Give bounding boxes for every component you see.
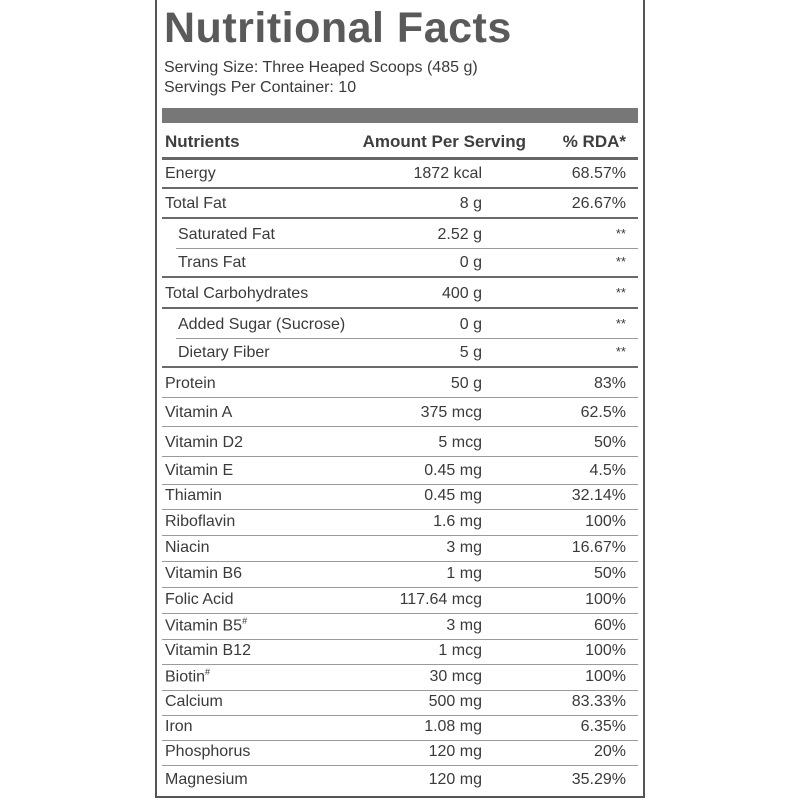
- header-amount: Amount Per Serving: [362, 132, 526, 151]
- nutrient-name: [165, 771, 248, 789]
- nutrient-amount: 1872 kcal: [413, 165, 482, 182]
- nutrient-rda: **: [615, 316, 626, 331]
- nutrient-name: [165, 743, 250, 761]
- table-row: [162, 189, 638, 219]
- nutrient-name-text: Magnesium: [165, 771, 248, 788]
- nutrient-name-text: Trans Fat: [178, 254, 246, 271]
- table-row: [162, 427, 638, 457]
- nutrient-name: [165, 513, 235, 531]
- nutrient-amount: 1.6 mg: [433, 513, 482, 530]
- nutrient-name-text: Vitamin B6: [165, 565, 243, 582]
- nutrient-amount: 5 mcg: [438, 434, 482, 451]
- nutrient-name-text: Vitamin A: [165, 404, 233, 421]
- table-row: [162, 640, 638, 665]
- nutrient-rda: 68.57%: [571, 165, 626, 182]
- nutrient-name-text: Total Fat: [165, 195, 227, 212]
- nutrient-rda: 32.14%: [571, 487, 626, 504]
- nutrient-rda: 83.33%: [571, 693, 626, 710]
- nutrient-rda: **: [615, 226, 626, 241]
- nutrient-table: [162, 160, 638, 793]
- table-row: [162, 309, 638, 338]
- nutrient-name: [165, 616, 247, 635]
- nutrient-name-text: Dietary Fiber: [178, 344, 270, 361]
- table-row: [162, 219, 638, 248]
- table-row: [162, 536, 638, 562]
- nutrient-amount: 1 mg: [446, 565, 482, 582]
- nutrient-rda: 62.5%: [580, 404, 626, 421]
- nutrient-amount: 50 g: [450, 375, 482, 392]
- nutrient-name-text: Protein: [165, 375, 216, 392]
- table-row: [162, 368, 638, 398]
- footnote-marker: #: [205, 666, 211, 677]
- nutrient-amount: 400 g: [441, 285, 482, 302]
- page-title: Nutritional Facts: [164, 4, 512, 52]
- nutrient-amount: 0.45 mg: [424, 487, 482, 504]
- nutrient-amount: 500 mg: [428, 693, 482, 710]
- nutrient-name-text: Thiamin: [165, 487, 222, 504]
- nutrient-amount: 120 mg: [428, 743, 482, 760]
- nutrient-rda: **: [615, 285, 626, 300]
- nutrient-rda: 26.67%: [571, 195, 626, 212]
- nutrient-name: [178, 344, 270, 362]
- nutrient-name: [165, 285, 308, 303]
- nutrient-name-text: Niacin: [165, 539, 210, 556]
- nutrient-rda: 100%: [585, 513, 626, 530]
- nutrient-name: [165, 487, 222, 505]
- nutrient-name: [165, 375, 216, 393]
- nutrient-name: [165, 693, 223, 711]
- nutrient-name-text: Vitamin B5: [165, 617, 243, 634]
- nutrient-name-text: Saturated Fat: [178, 226, 275, 243]
- nutrient-amount: 2.52 g: [437, 226, 482, 243]
- nutrient-amount: 1 mcg: [438, 642, 482, 659]
- table-row: [162, 562, 638, 588]
- nutrient-name: [178, 226, 275, 244]
- nutrient-name-text: Riboflavin: [165, 513, 236, 530]
- nutrient-name: [165, 591, 233, 609]
- nutrient-amount: 8 g: [459, 195, 482, 212]
- nutrient-rda: 35.29%: [571, 771, 626, 788]
- nutrient-name: [165, 404, 232, 422]
- table-row: [162, 665, 638, 691]
- nutrient-amount: 3 mg: [446, 617, 482, 634]
- nutrient-name: [165, 462, 233, 480]
- nutrient-amount: 3 mg: [446, 539, 482, 556]
- servings-per-container: Servings Per Container: 10: [164, 79, 357, 96]
- table-row: [162, 588, 638, 614]
- header-nutrients: Nutrients: [165, 132, 240, 151]
- table-row: [162, 741, 638, 766]
- nutrient-name: [165, 667, 210, 686]
- nutrient-name: [165, 565, 242, 583]
- nutrient-name-text: Energy: [165, 165, 216, 182]
- nutrient-rda: **: [615, 254, 626, 269]
- nutrient-name: [165, 539, 209, 557]
- nutrient-amount: 375 mcg: [420, 404, 482, 421]
- nutrient-name-text: Calcium: [165, 693, 223, 710]
- header-rda: % RDA*: [562, 132, 626, 151]
- nutrient-name: [165, 718, 193, 736]
- nutrient-name-text: Phosphorus: [165, 743, 251, 760]
- nutrient-rda: 100%: [585, 668, 626, 685]
- nutrient-name: [178, 316, 345, 334]
- table-row: [162, 248, 638, 278]
- nutrient-name-text: Total Carbohydrates: [165, 285, 309, 302]
- nutrient-rda: 16.67%: [571, 539, 626, 556]
- nutrient-rda: 83%: [593, 375, 626, 392]
- nutrient-rda: 100%: [585, 591, 626, 608]
- nutrient-rda: 100%: [585, 642, 626, 659]
- nutrient-name-text: Biotin: [165, 668, 206, 685]
- table-row: [162, 398, 638, 427]
- nutrient-name-text: Iron: [165, 718, 193, 735]
- table-row: [162, 457, 638, 485]
- nutrient-amount: 0 g: [459, 254, 482, 271]
- nutrient-rda: 20%: [593, 743, 626, 760]
- nutrient-rda: **: [615, 344, 626, 359]
- table-row: [162, 278, 638, 309]
- nutrient-name: [178, 254, 246, 272]
- nutrient-name: [165, 165, 216, 183]
- footnote-marker: #: [242, 615, 248, 626]
- nutrient-amount: 0 g: [459, 316, 482, 333]
- nutrient-rda: 6.35%: [580, 718, 626, 735]
- nutrient-amount: 1.08 mg: [424, 718, 482, 735]
- nutrient-amount: 5 g: [459, 344, 482, 361]
- table-row: [162, 691, 638, 716]
- table-row: [162, 485, 638, 510]
- table-row: [162, 510, 638, 536]
- nutrient-rda: 4.5%: [589, 462, 626, 479]
- nutrient-amount: 117.64 mcg: [399, 591, 482, 608]
- nutrient-name-text: Vitamin D2: [165, 434, 243, 451]
- divider-bar: [162, 108, 638, 123]
- nutrient-name-text: Vitamin E: [165, 462, 234, 479]
- table-row: [162, 614, 638, 640]
- serving-size: Serving Size: Three Heaped Scoops (485 g): [164, 59, 478, 76]
- table-row: [162, 716, 638, 741]
- nutrition-facts-panel: [155, 0, 645, 798]
- nutrient-name: [165, 642, 251, 660]
- nutrient-rda: 50%: [593, 565, 626, 582]
- table-row: [162, 338, 638, 368]
- nutrient-rda: 50%: [593, 434, 626, 451]
- nutrient-name-text: Vitamin B12: [165, 642, 251, 659]
- table-row: [162, 766, 638, 793]
- table-header: [162, 125, 638, 160]
- table-row: [162, 160, 638, 189]
- nutrient-amount: 120 mg: [428, 771, 482, 788]
- nutrient-name: [165, 195, 226, 213]
- nutrient-rda: 60%: [593, 617, 626, 634]
- nutrient-name-text: Folic Acid: [165, 591, 234, 608]
- nutrient-amount: 30 mcg: [429, 668, 482, 685]
- nutrient-amount: 0.45 mg: [424, 462, 482, 479]
- nutrient-name-text: Added Sugar (Sucrose): [178, 316, 346, 333]
- nutrient-name: [165, 434, 243, 452]
